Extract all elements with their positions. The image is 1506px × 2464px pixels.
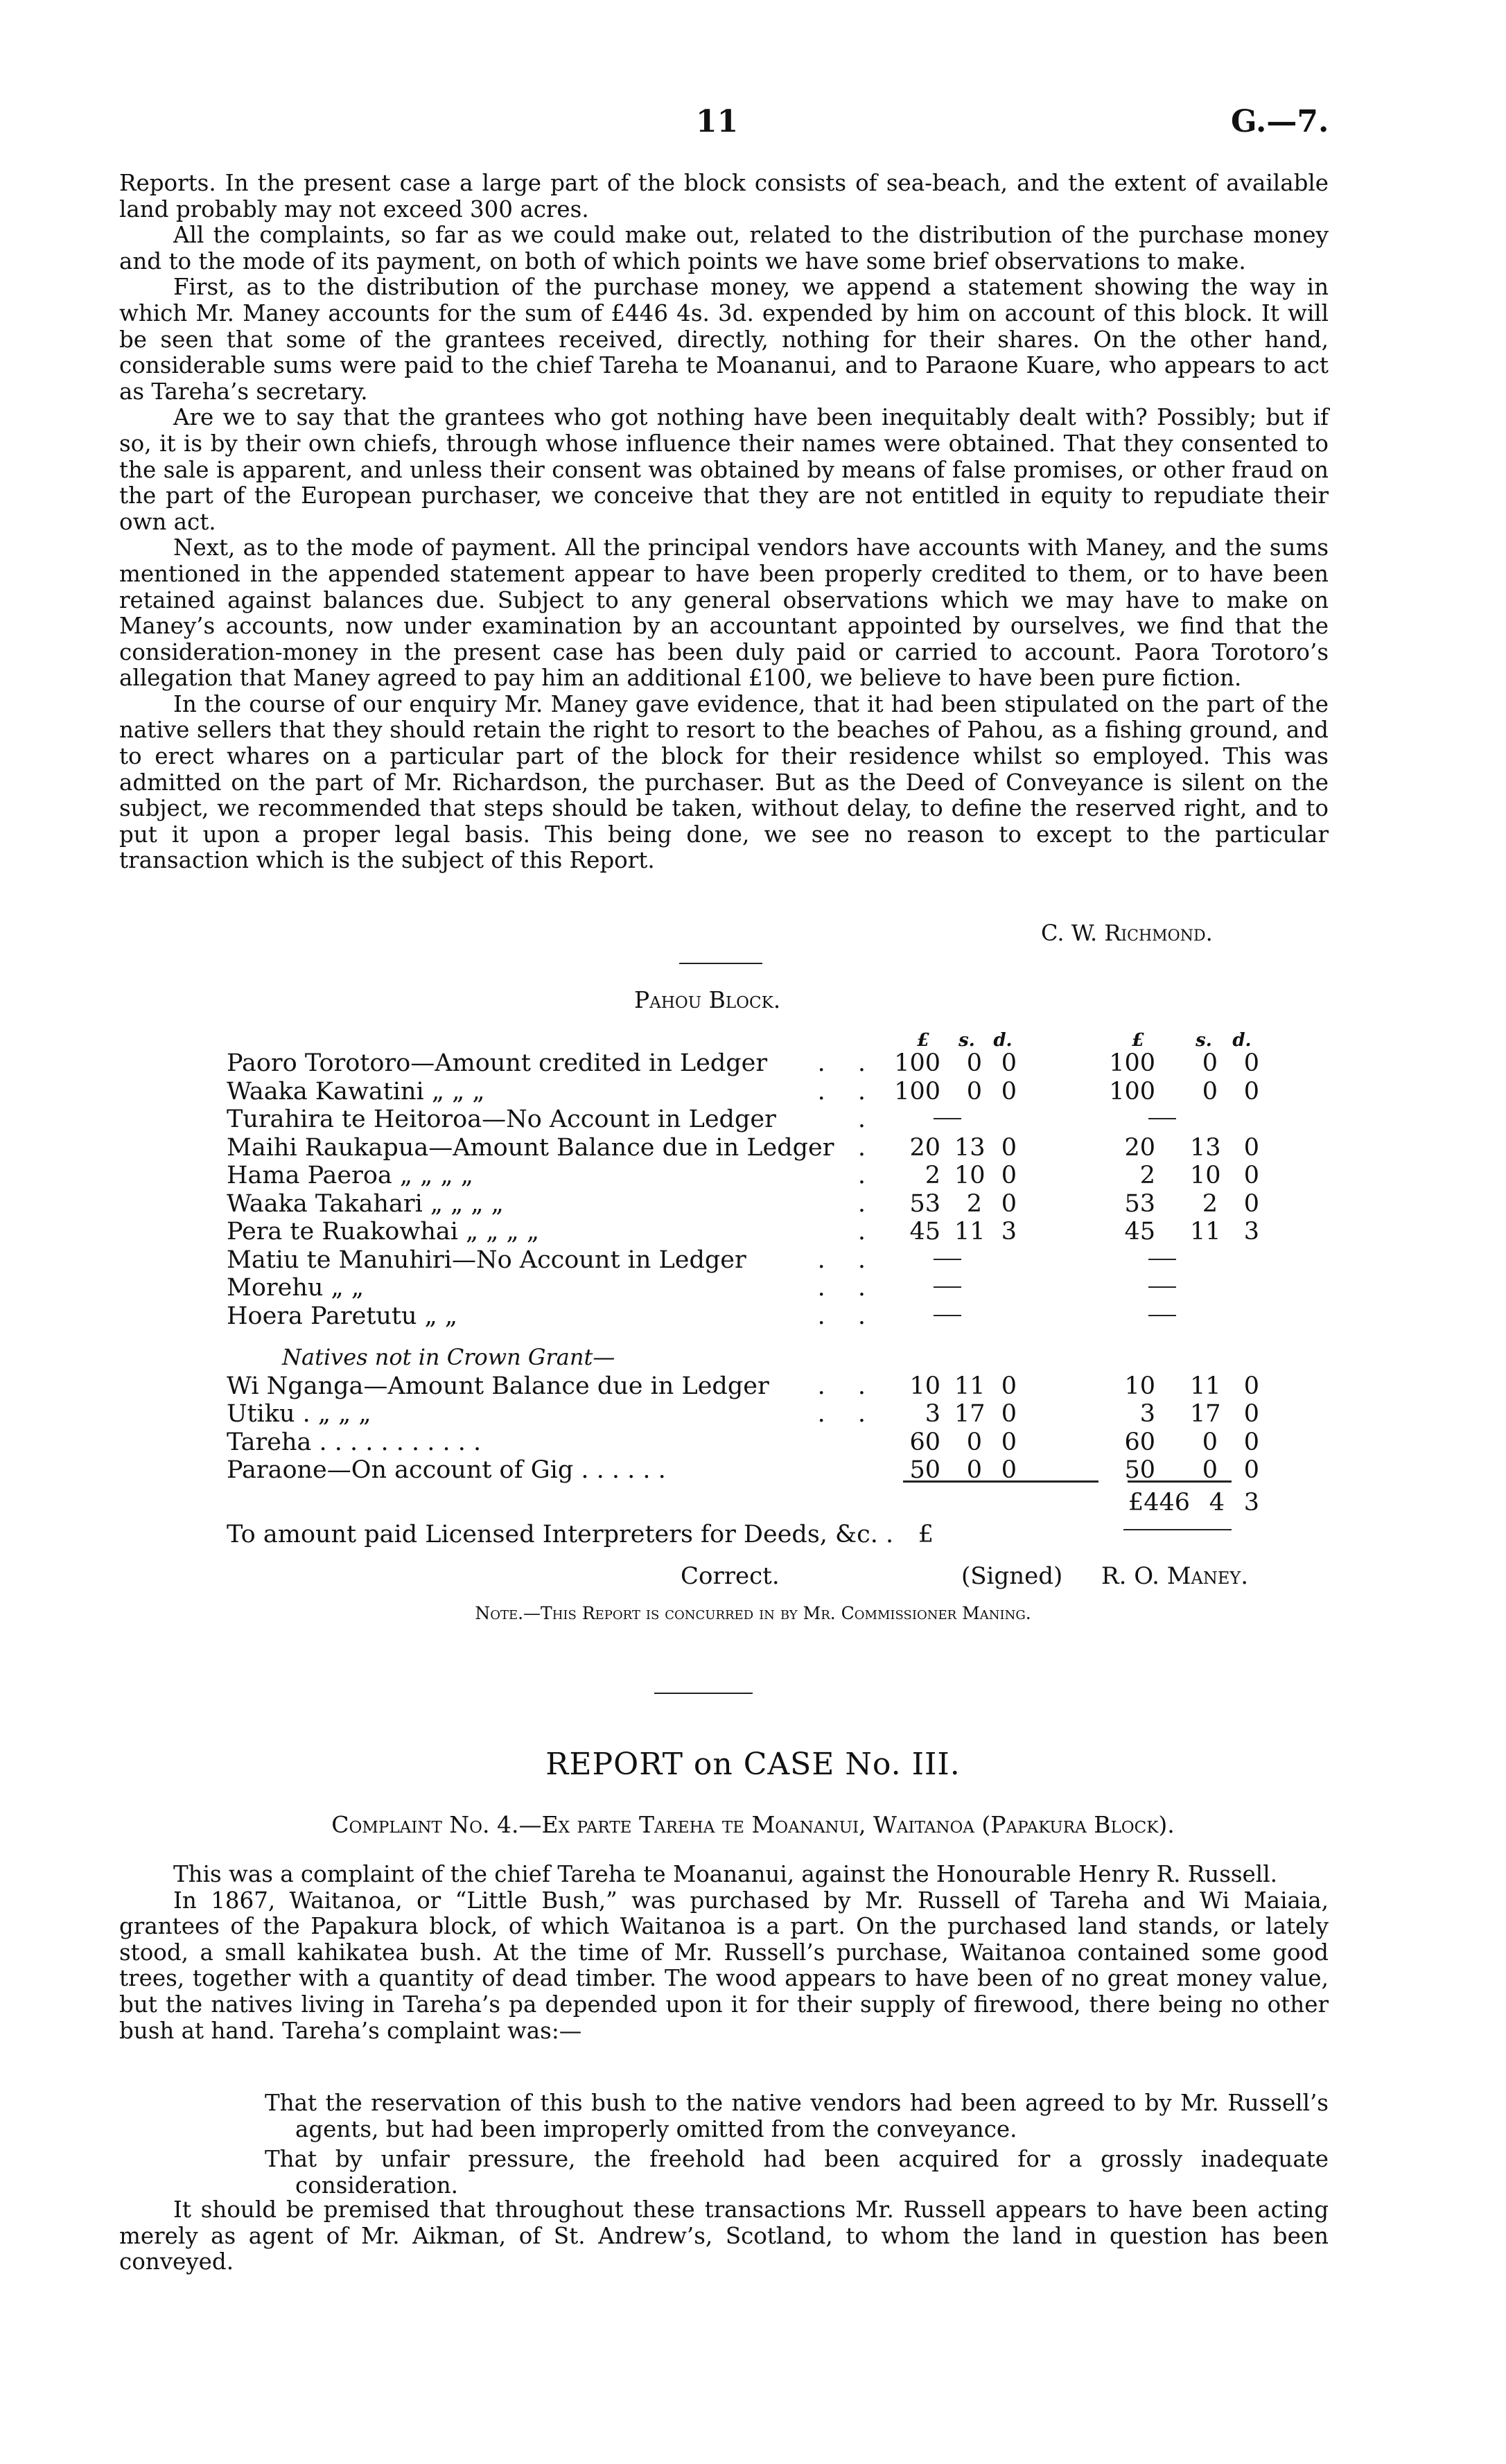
row-description: Waaka Kawatini „ „ „ xyxy=(227,1077,485,1106)
b-amount: 50 xyxy=(1124,1456,1155,1484)
row-description: Morehu „ „ xyxy=(227,1274,364,1302)
b-amount: 0 xyxy=(1243,1456,1259,1484)
row-description: Matiu te Manuhiri—No Account in Ledger xyxy=(227,1246,746,1274)
paragraph: In 1867, Waitanoa, or “Little Bush,” was purchased by Mr. Russell of Tareha and Wi Maiaia, grantees of the Papakura block, of which Waitanoa is a part. On the purchased land stands, or lately stood, a small kahikatea bush. At the time of Mr. Russell’s purchase, Waitanoa contained some good trees, together with a quantity of dead timber. The wood appears to have been of no great money value, but the natives living in Tareha’s pa depended upon it for their supply of firewood, there being no other bush at hand. Tareha’s complaint was:— xyxy=(119,1887,1329,2044)
leader-dots: . . xyxy=(817,1302,878,1330)
divider xyxy=(654,1693,753,1694)
a-amount: 0 xyxy=(1001,1162,1017,1189)
row-description: Maihi Raukapua—Amount Balance due in Ledger xyxy=(227,1133,834,1162)
no-amount-dash xyxy=(934,1286,961,1288)
b-amount: 60 xyxy=(1124,1428,1155,1456)
b-amount: 2 xyxy=(1202,1189,1218,1218)
b-amount: 10 xyxy=(1124,1372,1155,1400)
no-amount-dash xyxy=(934,1315,961,1316)
leader-dots: . xyxy=(857,1133,878,1162)
complaint-heading: Complaint No. 4.—Ex parte Tareha te Moananui, Waitanoa (Papakura Block). xyxy=(331,1811,1175,1838)
column-header: s. xyxy=(958,1030,975,1051)
a-amount: 50 xyxy=(909,1456,940,1484)
complaint-points xyxy=(265,2090,1329,2203)
b-amount: 17 xyxy=(1190,1400,1221,1428)
a-amount: 0 xyxy=(966,1077,982,1106)
b-amount: 2 xyxy=(1139,1162,1155,1189)
total-pounds: £446 xyxy=(1128,1489,1190,1517)
b-amount: 100 xyxy=(1109,1077,1155,1106)
a-amount: 0 xyxy=(1001,1456,1017,1484)
a-amount: 11 xyxy=(954,1372,986,1400)
paragraph: It should be premised that throughout these transactions Mr. Russell appears to have been acting merely as agent of Mr. Aikman, of St. Andrew’s, Scotland, to whom the land in question has been conveyed. xyxy=(119,2196,1329,2275)
case-three-body xyxy=(119,1862,1329,2044)
b-amount: 0 xyxy=(1243,1372,1259,1400)
divider xyxy=(679,963,762,964)
b-amount: 0 xyxy=(1243,1400,1259,1428)
a-amount: 17 xyxy=(954,1400,986,1428)
paragraph: This was a complaint of the chief Tareha te Moananui, against the Honourable Henry R. Russell. xyxy=(173,1861,1277,1887)
no-amount-dash xyxy=(1148,1259,1176,1260)
complaint-point: That the reservation of this bush to the native vendors had been agreed to by Mr. Russell’s agents, but had been improperly omitted from the conveyance. xyxy=(265,2090,1329,2142)
b-amount: 0 xyxy=(1243,1428,1259,1456)
a-amount: 45 xyxy=(909,1218,940,1246)
paragraph: In the course of our enquiry Mr. Maney gave evidence, that it had been stipulated on the part of the native sellers that they should retain the right to resort to the beaches of Pahou, as a fishing ground, and to erect whares on a particular part of the block for their residence whilst so employed. This was admitted on the part of Mr. Richardson, the purchaser. But as the Deed of Conveyance is silent on the subject, we recommended that steps should be taken, without delay, to define the reserved right, and to put it upon a proper legal basis. This being done, we see no reason to except to the particular transaction which is the subject of this Report. xyxy=(119,690,1329,874)
a-amount: 0 xyxy=(1001,1077,1017,1106)
b-amount: 0 xyxy=(1243,1162,1259,1189)
b-amount: 0 xyxy=(1243,1049,1259,1077)
row-description: Paraone—On account of Gig . . . . . . xyxy=(227,1456,666,1484)
leader-dots: . xyxy=(857,1106,878,1133)
signed-label: (Signed) xyxy=(961,1562,1063,1590)
leader-dots: . . xyxy=(817,1274,878,1302)
report-body xyxy=(119,171,1329,874)
b-amount: 0 xyxy=(1202,1077,1218,1106)
a-amount: 0 xyxy=(966,1049,982,1077)
leader-dots: . . xyxy=(817,1049,878,1077)
a-amount: 60 xyxy=(909,1428,940,1456)
b-amount: 13 xyxy=(1190,1133,1221,1162)
a-amount: 13 xyxy=(954,1133,986,1162)
paragraph: Are we to say that the grantees who got nothing have been inequitably dealt with? Possibly; but if so, it is by their own chiefs, through whose influence their names were obtained. That they consented to the sale is apparent, and unless their consent was obtained by means of false promises, or other fraud on the part of the European purchaser, we conceive that they are not entitled in equity to repudiate their own act. xyxy=(119,404,1329,535)
a-amount: 0 xyxy=(966,1428,982,1456)
row-description: Tareha . . . . . . . . . . . xyxy=(227,1428,482,1456)
closing-paragraph-block xyxy=(119,2197,1329,2275)
row-description: Hama Paeroa „ „ „ „ xyxy=(227,1162,473,1189)
column-header: s. xyxy=(1196,1030,1212,1051)
no-amount-dash xyxy=(1148,1118,1176,1119)
row-description: Natives not in Crown Grant— xyxy=(282,1344,615,1370)
column-header: d. xyxy=(993,1030,1013,1051)
row-description: Paoro Torotoro—Amount credited in Ledger xyxy=(227,1049,768,1077)
a-amount: 11 xyxy=(954,1218,986,1246)
correct-label: Correct. xyxy=(681,1562,780,1590)
signature-richmond: C. W. Richmond. xyxy=(1041,920,1213,946)
a-amount: 0 xyxy=(1001,1372,1017,1400)
a-amount: 2 xyxy=(966,1189,982,1218)
a-amount: 20 xyxy=(909,1133,940,1162)
b-amount: 45 xyxy=(1124,1218,1155,1246)
row-description: Wi Nganga—Amount Balance due in Ledger xyxy=(227,1372,769,1400)
b-amount: 0 xyxy=(1243,1077,1259,1106)
statement-title: Pahou Block. xyxy=(634,986,781,1013)
complaint-point: That by unfair pressure, the freehold had been acquired for a grossly inadequate consideration. xyxy=(265,2146,1329,2199)
a-amount: 100 xyxy=(894,1049,940,1077)
signatory-maney: R. O. Maney. xyxy=(1101,1562,1249,1590)
leader-dots: . . xyxy=(817,1400,878,1428)
b-amount: 3 xyxy=(1243,1218,1259,1246)
paragraph: Reports. In the present case a large part of the block consists of sea-beach, and the extent of available land probably may not exceed 300 acres. xyxy=(119,170,1329,222)
b-amount: 0 xyxy=(1202,1456,1218,1484)
row-description: Turahira te Heitoroa—No Account in Ledger xyxy=(227,1106,776,1133)
a-amount: 53 xyxy=(909,1189,940,1218)
concurrence-note: Note.—This Report is concurred in by Mr. Commissioner Maning. xyxy=(475,1603,1031,1623)
no-amount-dash xyxy=(934,1118,961,1119)
a-amount: 0 xyxy=(1001,1189,1017,1218)
document-reference: G.—7. xyxy=(1231,104,1329,139)
total-pence: 3 xyxy=(1243,1489,1259,1517)
a-amount: 0 xyxy=(1001,1400,1017,1428)
leader-dots: . xyxy=(857,1162,878,1189)
a-amount: 100 xyxy=(894,1077,940,1106)
column-header: d. xyxy=(1232,1030,1252,1051)
a-amount: 0 xyxy=(1001,1133,1017,1162)
a-amount: 10 xyxy=(909,1372,940,1400)
row-description: Waaka Takahari „ „ „ „ xyxy=(227,1189,504,1218)
paragraph: First, as to the distribution of the purchase money, we append a statement showing the way in which Mr. Maney accounts for the sum of £446 4s. 3d. expended by him on account of this block. It will be seen that some of the grantees received, directly, nothing for their shares. On the other hand, considerable sums were paid to the chief Tareha te Moananui, and to Paraone Kuare, who appears to act as Tareha’s secretary. xyxy=(119,274,1329,405)
no-amount-dash xyxy=(1148,1315,1176,1316)
total-underline xyxy=(1123,1529,1232,1530)
leader-dots: . . xyxy=(817,1372,878,1400)
no-amount-dash xyxy=(1148,1286,1176,1288)
column-header: £ xyxy=(916,1030,930,1051)
page-number: 11 xyxy=(696,104,739,139)
b-amount: 0 xyxy=(1202,1049,1218,1077)
no-amount-dash xyxy=(934,1259,961,1260)
total-rule xyxy=(903,1480,1098,1483)
b-amount: 11 xyxy=(1190,1372,1221,1400)
column-header: £ xyxy=(1131,1030,1145,1051)
a-amount: 3 xyxy=(925,1400,940,1428)
b-amount: 0 xyxy=(1243,1189,1259,1218)
b-amount: 10 xyxy=(1190,1162,1221,1189)
leader-dots: . . xyxy=(817,1246,878,1274)
b-amount: 0 xyxy=(1202,1428,1218,1456)
b-amount: 11 xyxy=(1190,1218,1221,1246)
b-amount: 0 xyxy=(1243,1133,1259,1162)
b-amount: 20 xyxy=(1124,1133,1155,1162)
row-description: Utiku . „ „ „ xyxy=(227,1400,371,1428)
a-amount: 0 xyxy=(966,1456,982,1484)
b-amount: 100 xyxy=(1109,1049,1155,1077)
paragraph: Next, as to the mode of payment. All the principal vendors have accounts with Maney, and the sums mentioned in the appended statement appear to have been properly credited to them, or to have been retained against balances due. Subject to any general observations which we may have to make on Maney’s accounts, now under examination by an accountant appointed by ourselves, we find that the consideration-money in the present case has been duly paid or carried to account. Paora Torotoro’s allegation that Maney agreed to pay him an additional £100, we believe to have been pure fiction. xyxy=(119,534,1329,692)
leader-dots: . . xyxy=(817,1077,878,1106)
paragraph: All the complaints, so far as we could make out, related to the distribution of the purchase money and to the mode of its payment, on both of which points we have some brief observations to make. xyxy=(119,222,1329,274)
a-amount: 10 xyxy=(954,1162,986,1189)
total-shillings: 4 xyxy=(1209,1489,1225,1517)
a-amount: 3 xyxy=(1001,1218,1017,1246)
section-title: REPORT on CASE No. III. xyxy=(545,1747,961,1782)
a-amount: 0 xyxy=(1001,1428,1017,1456)
total-rule-b xyxy=(1128,1480,1232,1483)
leader-dots: . xyxy=(857,1218,878,1246)
row-description: Hoera Paretutu „ „ xyxy=(227,1302,458,1330)
leader-dots: . xyxy=(857,1189,878,1218)
b-amount: 53 xyxy=(1124,1189,1155,1218)
a-amount: 2 xyxy=(925,1162,940,1189)
interpreters-amount: £ xyxy=(918,1521,934,1548)
row-description: Pera te Ruakowhai „ „ „ „ xyxy=(227,1218,539,1246)
a-amount: 0 xyxy=(1001,1049,1017,1077)
b-amount: 3 xyxy=(1139,1400,1155,1428)
interpreters-label: To amount paid Licensed Interpreters for Deeds, &c. . xyxy=(227,1521,894,1548)
